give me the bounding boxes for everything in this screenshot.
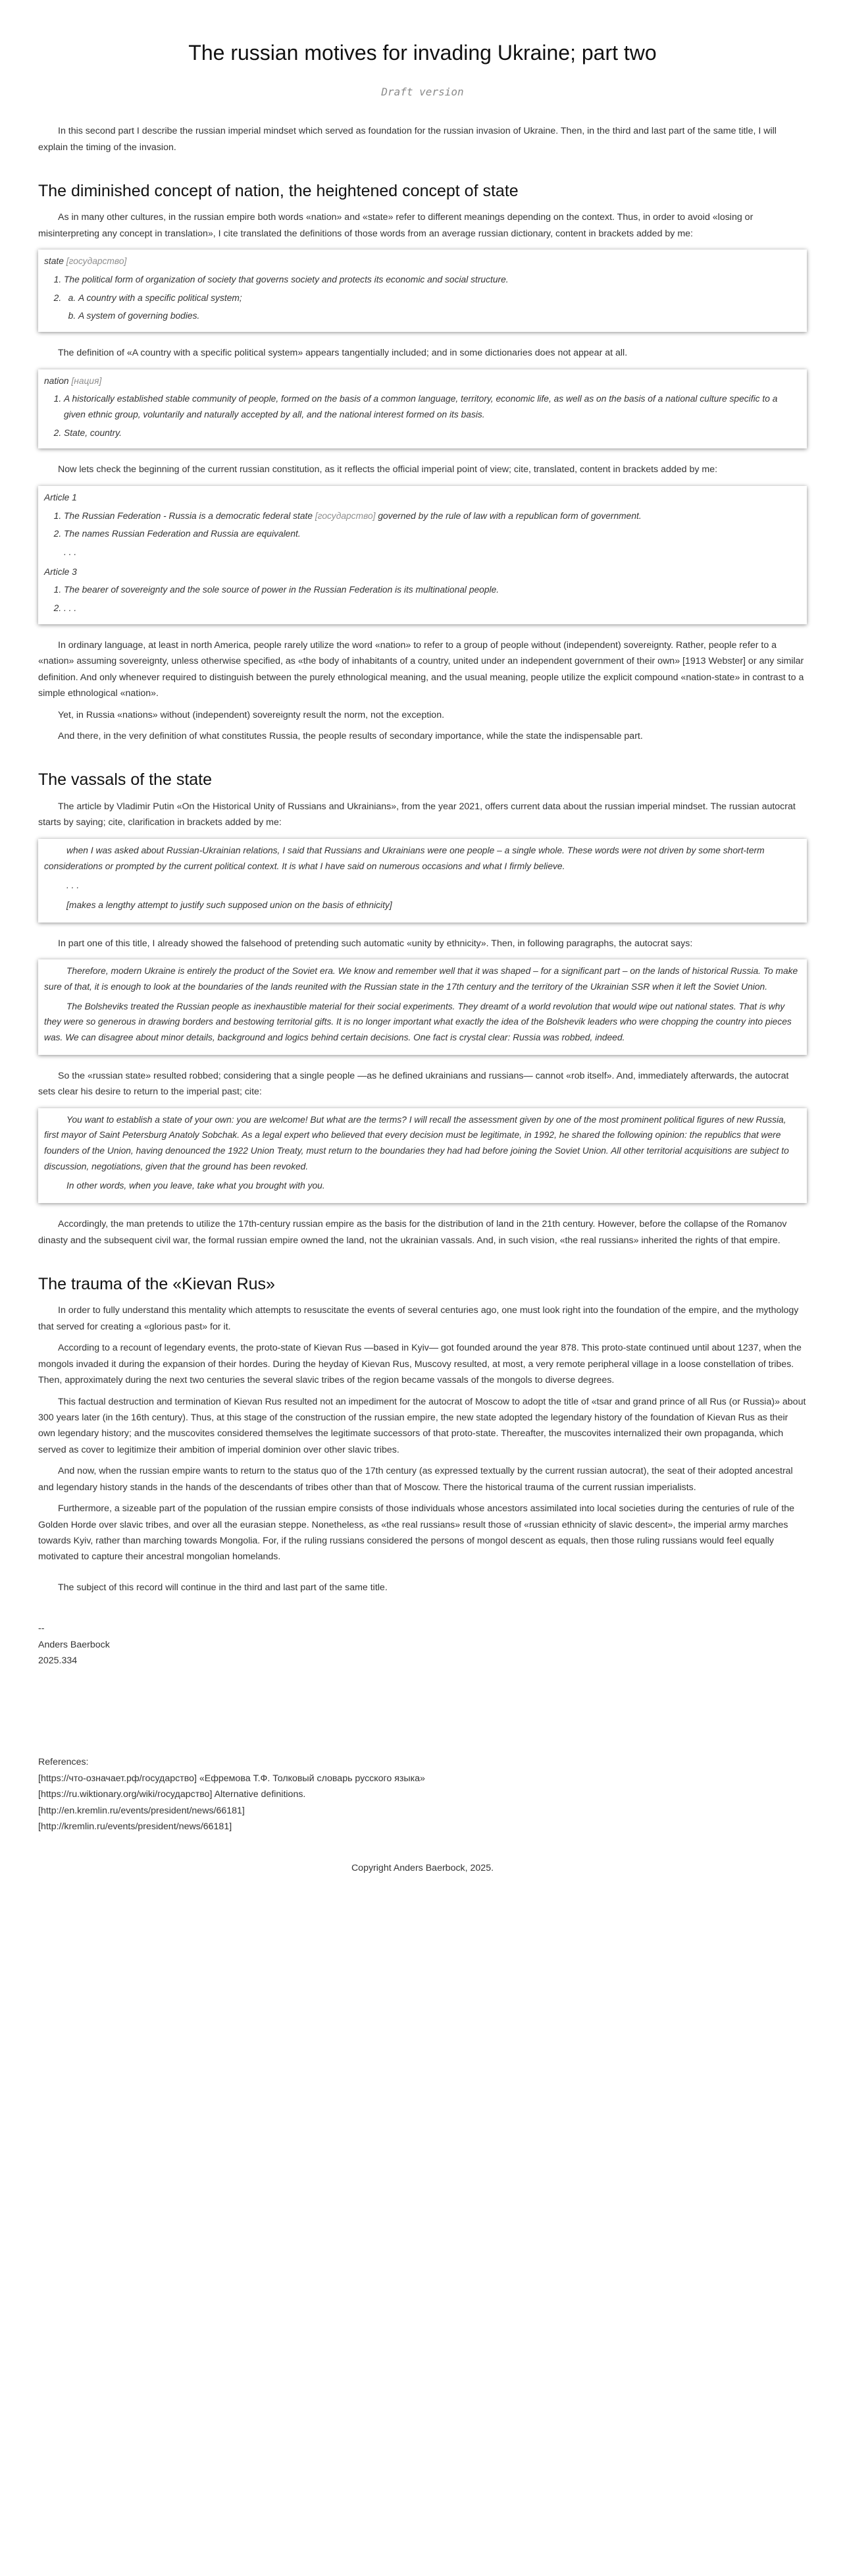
- term-word: nation: [44, 375, 69, 386]
- record-date: 2025.334: [38, 1655, 78, 1667]
- definition-item: 1. A historically established stable community of people, formed on the basis of a common language, territory, economic life, as well as on the basis of a national culture specific to a given ethnic group, voluntarily and naturally accepted by all, and the national interest formed on its basis.: [64, 391, 801, 422]
- quote-box: [38, 1108, 807, 1204]
- article-item: 1. The Russian Federation - Russia is a democratic federal state [государство] governed by the rule of law with a republican form of government.: [64, 508, 801, 524]
- paragraph: So the «russian state» resulted robbed; considering that a single people —as he defined ukrainians and russians— cannot «rob itself». And, immediately afterwards, the autocrat sets clear his desire to return to the imperial past; cite:: [38, 1070, 789, 1098]
- term-russian: [государство]: [66, 256, 127, 267]
- definition-box-nation: [38, 369, 807, 449]
- signoff-dashes: --: [38, 1623, 45, 1634]
- definition-list: [44, 391, 801, 441]
- definition-item: 2. State, country.: [64, 425, 801, 441]
- paragraph: In part one of this title, I already showed the falsehood of pretending such automatic «unity by ethnicity». Then, in following paragraphs, the autocrat says:: [58, 938, 693, 949]
- section-heading-kievan-rus: The trauma of the «Kievan Rus»: [38, 1274, 275, 1293]
- references: [38, 1754, 807, 1835]
- paragraph: Yet, in Russia «nations» without (independent) sovereignty result the norm, not the exception.: [58, 709, 445, 720]
- paragraph: Now lets check the beginning of the current russian constitution, as it reflects the official imperial point of view; cite, translated, content in brackets added by me:: [58, 464, 718, 475]
- definition-term: [44, 373, 801, 389]
- definition-subitem: a. 2. A country with a specific political system;: [78, 290, 801, 306]
- draft-label: Draft version: [381, 85, 464, 98]
- definition-sublist: [64, 290, 801, 324]
- paragraph: According to a recount of legendary events, the proto-state of Kievan Rus —based in Kyiv— got founded around the year 878. This proto-state continued until about 1237, when the mongols invaded it during the expansion of their hordes. During the heyday of Kievan Rus, Muscovy resulted, at most, a very remote peripheral village in a loose constellation of tribes. Then, approximately during the next two centuries the several slavic tribes of the region became vassals of the mongols to diverse degrees.: [38, 1343, 802, 1386]
- definition-item: [64, 290, 801, 324]
- definition-list: [44, 272, 801, 324]
- quote-box: [38, 959, 807, 1055]
- quote-paragraph: You want to establish a state of your own: you are welcome! But what are the terms? I will recall the assessment given by one of the most prominent political figures of new Russia, first mayor of Saint Petersburg Anatoly Sobchak. As a legal expert who believed that every decision must be legitimate, in 1992, he shared the following opinion: the republics that were founders of the Union, having denounced the 1922 Union Treaty, must return to the boundaries they had had before joining the Soviet Union. All other territorial acquisitions are subject to discussion, negotiations, given that the ground has been revoked.: [44, 1114, 789, 1171]
- paragraph: In ordinary language, at least in north America, people rarely utilize the word «nation» to refer to a group of people without (independent) sovereignty. Rather, people refer to a «nation» assuming sovereignty, unless otherwise specified, as «the body of inhabitants of a country, united under an independent government of their own» [1913 Webster] or any similar definition. And only whenever required to distinguish between the purely ethnological meaning, and the usual meaning, people utilize the explicit compound «nation-state» in contrast to a simple ethnological «nation».: [38, 639, 804, 699]
- page-title: The russian motives for invading Ukraine; part two: [188, 41, 657, 65]
- section-heading-nation-state: The diminished concept of nation, the heightened concept of state: [38, 181, 519, 200]
- term-russian: [нация]: [71, 375, 102, 386]
- ellipsis: . . .: [64, 547, 77, 558]
- closing-paragraph: The subject of this record will continue in the third and last part of the same title.: [58, 1582, 388, 1593]
- paragraph: In order to fully understand this mentality which attempts to resuscitate the events of several centuries ago, one must look right into the foundation of the empire, and the mythology that served for creating a «glorious past» for it.: [38, 1305, 799, 1332]
- definition-term: [44, 254, 801, 269]
- paragraph: The definition of «A country with a specific political system» appears tangentially included; and in some dictionaries does not appear at all.: [58, 348, 628, 359]
- article-list: [44, 582, 801, 616]
- article-list: [44, 508, 801, 542]
- paragraph: And there, in the very definition of what constitutes Russia, the people results of secondary importance, while the state the indispensable part.: [58, 731, 643, 742]
- copyright-notice: Copyright Anders Baerbock, 2025.: [351, 1862, 494, 1873]
- article-label: Article 3: [44, 566, 77, 577]
- term-word: state: [44, 256, 64, 267]
- reference-item: [http://kremlin.ru/events/president/news/66181]: [38, 1821, 232, 1833]
- author-name: Anders Baerbock: [38, 1639, 110, 1650]
- paragraph: As in many other cultures, in the russian empire both words «nation» and «state» refer to different meanings depending on the context. Thus, in order to avoid «losing or misinterpreting any concept in translation», I cite translated the definitions of those words from an average russian dictionary, content in brackets added by me:: [38, 212, 754, 239]
- article: [38, 40, 807, 1876]
- quote-paragraph: Therefore, modern Ukraine is entirely the product of the Soviet era. We know and remember well that it was shaped – for a significant part – on the lands of historical Russia. To make sure of that, it is enough to look at the boundaries of the lands reunited with the Russian state in the 17th century and the territory of the Ukrainian SSR when it left the Soviet Union.: [44, 966, 798, 992]
- references-label: References:: [38, 1757, 89, 1768]
- article-item: 2. The names Russian Federation and Russia are equivalent.: [64, 526, 801, 542]
- definition-item: 1. The political form of organization of society that governs society and protects its economic and social structure.: [64, 272, 801, 288]
- definition-box-state: [38, 250, 807, 332]
- definition-subitem: b. A system of governing bodies.: [78, 308, 801, 324]
- reference-item: [https://ru.wiktionary.org/wiki/государство] Alternative definitions.: [38, 1789, 306, 1800]
- paragraph: The article by Vladimir Putin «On the Historical Unity of Russians and Ukrainians», from the year 2021, offers current data about the russian imperial mindset. The russian autocrat starts by saying; cite, clarification in brackets added by me:: [38, 801, 796, 828]
- paragraph: This factual destruction and termination of Kievan Rus resulted not an impediment for the autocrat of Moscow to adopt the title of «tsar and grand prince of all Rus (or Russia)» about 300 years later (in the 16th century). Thus, at this stage of the construction of the russian empire, the new state adopted the legendary history of the foundation of Kievan Rus as their own legendary history; and the muscovites considered themselves the legitimate successors of that proto-state. Thereafter, the muscovites internalized their own propaganda, which served as cover to legitimize their ambition of imperial dominion over other slavic tribes.: [38, 1396, 806, 1455]
- constitution-box: [38, 486, 807, 624]
- article-item: 2. . . .: [64, 601, 801, 616]
- reference-item: [http://en.kremlin.ru/events/president/news/66181]: [38, 1805, 245, 1816]
- article-label: Article 1: [44, 492, 77, 502]
- intro-paragraph: In this second part I describe the russian imperial mindset which served as foundation for the russian invasion of Ukraine. Then, in the third and last part of the same title, I will explain the timing of the invasion.: [38, 126, 777, 153]
- signoff: [38, 1621, 807, 1669]
- quote-paragraph: [makes a lengthy attempt to justify such supposed union on the basis of ethnicity]: [66, 899, 392, 910]
- paragraph: And now, when the russian empire wants to return to the status quo of the 17th century (as expressed textually by the current russian autocrat), the seat of their adopted ancestral and legendary history stands in the hands of the descendants of tribes other than that of Moscow. There the historical trauma of the current russian imperialists.: [38, 1466, 793, 1493]
- quote-box: [38, 839, 807, 923]
- quote-paragraph: when I was asked about Russian-Ukrainian relations, I said that Russians and Ukrainians were one people – a single whole. These words were not driven by some short-term considerations or prompted by the current political context. It is what I have said on numerous occasions and what I firmly believe.: [44, 845, 765, 871]
- section-heading-vassals: The vassals of the state: [38, 770, 213, 790]
- paragraph: Furthermore, a sizeable part of the population of the russian empire consists of those individuals whose ancestors assimilated into local societies during the centuries of rule of the Golden Horde over slavic tribes, and over all the eurasian steppe. Nonetheless, as «the real russians» result those of «russian ethnicity of slavic descent», the imperial army marches towards Kyiv, rather than marching towards Mongolia. For, if the ruling russians considered the persons of mongol descent as equals, then those ruling russians would feel equally motivated to capture their ancestral mongolian homelands.: [38, 1503, 795, 1563]
- reference-item: [https://что-означает.рф/государство] «Ефремова Т.Ф. Толковый словарь русского языка»: [38, 1773, 425, 1784]
- quote-paragraph: In other words, when you leave, take what you brought with you.: [66, 1181, 325, 1191]
- ellipsis: . . .: [66, 880, 80, 891]
- quote-paragraph: The Bolsheviks treated the Russian people as inexhaustible material for their social experiments. They dreamt of a world revolution that would wipe out national states. That is why they were so generous in drawing borders and bestowing territorial gifts. It is no longer important what exactly the idea of the Bolshevik leaders who were chopping the country into pieces was. We can disagree about minor details, background and logics behind certain decisions. One fact is crystal clear: Russia was robbed, indeed.: [44, 1001, 792, 1042]
- paragraph: Accordingly, the man pretends to utilize the 17th-century russian empire as the basis for the distribution of land in the 21th century. However, before the collapse of the Romanov dinasty and the subsequent civil war, the formal russian empire owned the land, not the ukrainian vassals. And, in such vision, «the real russians» inherited the rights of that empire.: [38, 1219, 787, 1246]
- term-russian: [государство]: [315, 510, 376, 521]
- article-item: 1. The bearer of sovereignty and the sole source of power in the Russian Federation is its multinational people.: [64, 582, 801, 598]
